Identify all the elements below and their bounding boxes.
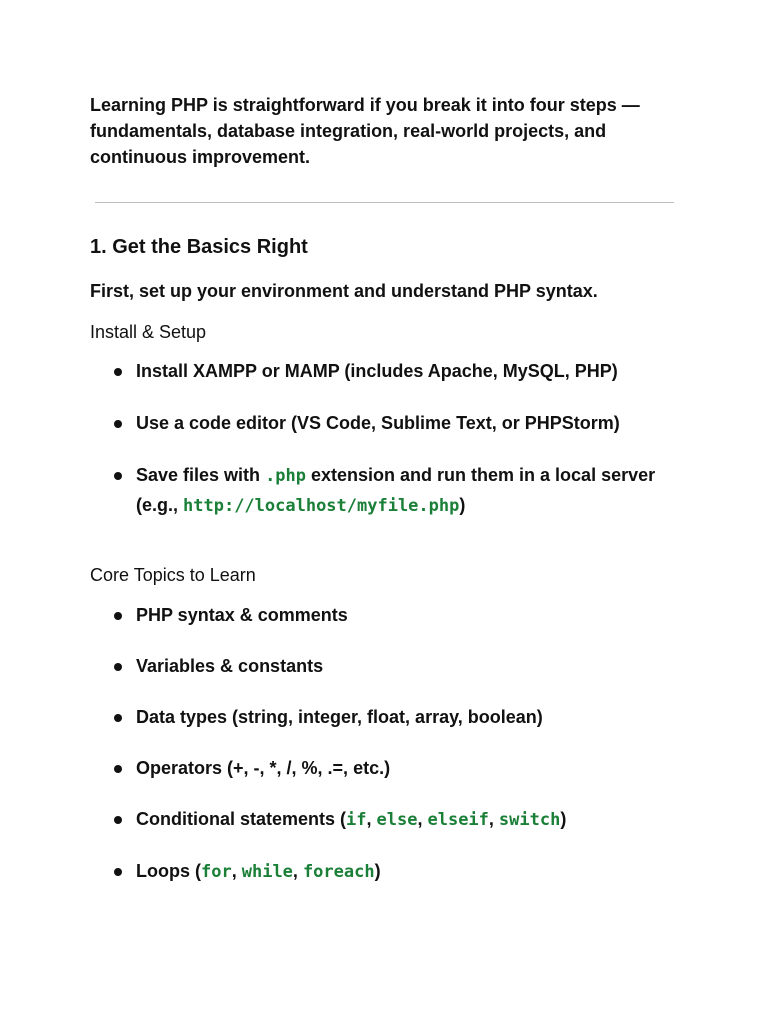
core-item-text: PHP syntax & comments: [136, 605, 348, 625]
code-foreach: foreach: [302, 862, 375, 882]
core-topics-heading: Core Topics to Learn: [90, 565, 256, 585]
bullet-icon: [114, 714, 122, 722]
section-divider: [95, 202, 674, 203]
core-item-text-pre: Loops (: [136, 861, 201, 881]
list-item: [112, 857, 672, 887]
core-topics-list: [112, 601, 672, 909]
bullet-icon: [114, 868, 122, 876]
separator: ,: [417, 809, 428, 829]
intro-paragraph: Learning PHP is straightforward if you break it into four steps — fundamentals, database integration, real-world projects, and continuous improvement.: [90, 95, 640, 167]
bullet-icon: [114, 612, 122, 620]
bullet-icon: [114, 663, 122, 671]
separator: ,: [366, 809, 377, 829]
core-item-text-post: ): [560, 809, 567, 829]
install-item-text-mid: extension and run them in a local server (e.g.,: [136, 465, 656, 515]
core-item-text-pre: Conditional statements (: [136, 809, 347, 829]
code-while: while: [241, 862, 293, 882]
install-item-text: Use a code editor (VS Code, Sublime Text, or PHPStorm): [136, 413, 620, 433]
separator: ,: [231, 861, 242, 881]
list-item: [112, 461, 672, 521]
install-setup-heading: Install & Setup: [90, 322, 207, 342]
list-item: [112, 409, 672, 438]
code-else: else: [376, 810, 418, 830]
bullet-icon: [114, 368, 122, 376]
core-item-text: Variables & constants: [136, 656, 324, 676]
core-item-text-post: ): [374, 861, 381, 881]
install-item-text: Install XAMPP or MAMP (includes Apache, MySQL, PHP): [136, 361, 618, 381]
intro-block: [90, 92, 680, 170]
bullet-icon: [114, 420, 122, 428]
list-item: [112, 703, 672, 732]
section-heading: 1. Get the Basics Right: [90, 236, 308, 258]
install-setup-list: [112, 357, 672, 544]
bullet-icon: [114, 816, 122, 824]
list-item: [112, 652, 672, 681]
core-item-text: Operators (+, -, *, /, %, .=, etc.): [136, 758, 391, 778]
separator: ,: [292, 861, 303, 881]
code-if: if: [346, 810, 367, 830]
install-item-text-pre: Save files with: [136, 465, 266, 485]
list-item: [112, 754, 672, 783]
bullet-icon: [114, 765, 122, 773]
section-lead: First, set up your environment and understand PHP syntax.: [90, 281, 598, 301]
bullet-icon: [114, 472, 122, 480]
separator: ,: [488, 809, 499, 829]
list-item: [112, 601, 672, 630]
core-item-text: Data types (string, integer, float, array, boolean): [136, 707, 543, 727]
code-switch: switch: [498, 810, 561, 830]
list-item: [112, 357, 672, 386]
code-elseif: elseif: [427, 810, 489, 830]
list-item: [112, 805, 672, 835]
code-for: for: [201, 862, 232, 882]
code-localhost-url: http://localhost/myfile.php: [183, 496, 460, 516]
code-php-extension: .php: [265, 466, 307, 486]
install-item-text-post: ): [459, 495, 466, 515]
